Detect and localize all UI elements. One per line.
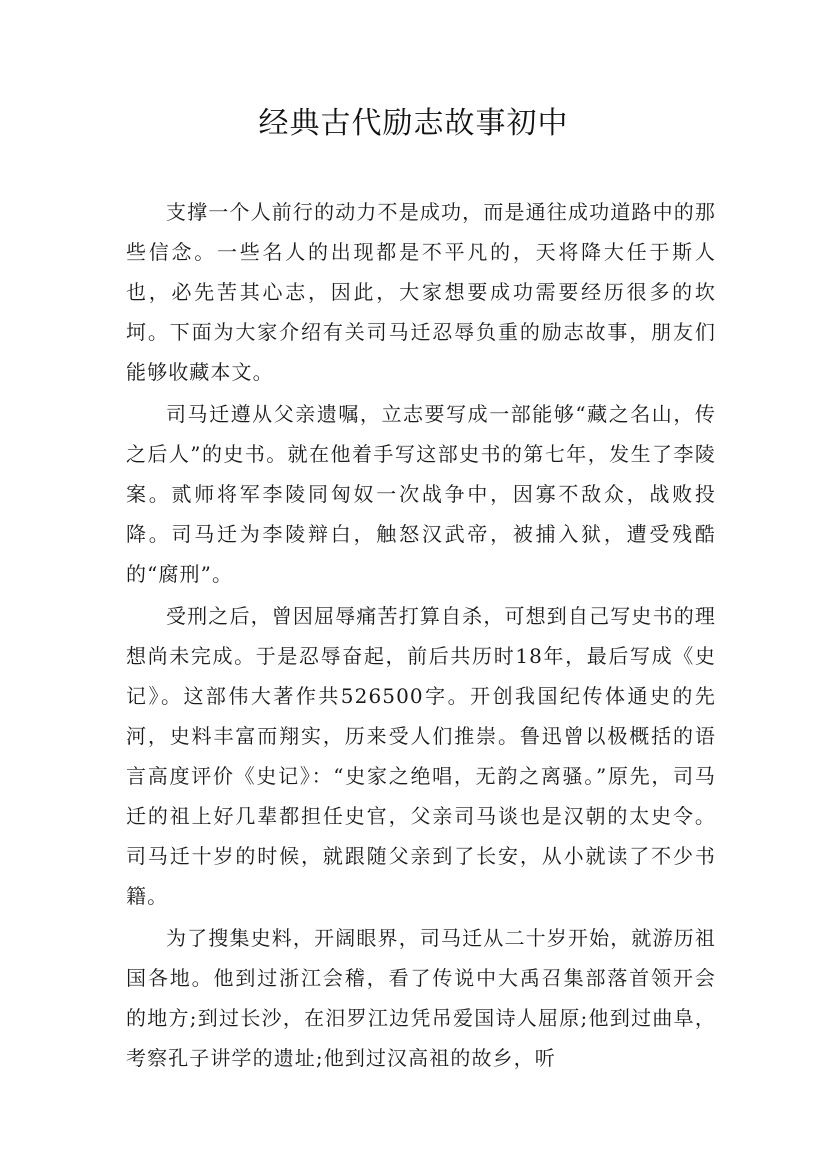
paragraph-intro: 支撑一个人前行的动力不是成功，而是通往成功道路中的那些信念。一些名人的出现都是不平凡的，天将降大任于斯人也，必先苦其心志，因此，大家想要成功需要经历很多的坎坷。下面为大家介绍有关司马迁忍辱负重的励志故事，朋友们能够收藏本文。	[126, 200, 716, 384]
paragraph-travels: 为了搜集史料，开阔眼界，司马迁从二十岁开始，就游历祖国各地。他到过浙江会稽，看了传说中大禹召集部落首领开会的地方;到过长沙，在汨罗江边凭吊爱国诗人屈原;他到过曲阜，考察孔子讲学的遗址;他到过汉高祖的故乡，听	[126, 926, 716, 1070]
paragraph-shiji: 受刑之后，曾因屈辱痛苦打算自杀，可想到自己写史书的理想尚未完成。于是忍辱奋起，前后共历时18年，最后写成《史记》。这部伟大著作共526500字。开创我国纪传体通史的先河，史料丰富而翔实，历来受人们推崇。鲁迅曾以极概括的语言高度评价《史记》：“史家之绝唱，无韵之离骚。”原先，司马迁的祖上好几辈都担任史官，父亲司马谈也是汉朝的太史令。司马迁十岁的时候，就跟随父亲到了长安，从小就读了不少书籍。	[126, 604, 716, 908]
document-body	[126, 192, 716, 1080]
paragraph-will: 司马迁遵从父亲遗嘱，立志要写成一部能够“藏之名山，传之后人”的史书。就在他着手写这部史书的第七年，发生了李陵案。贰师将军李陵同匈奴一次战争中，因寡不敌众，战败投降。司马迁为李陵辩白，触怒汉武帝，被捕入狱，遭受残酷的“腐刑”。	[126, 402, 716, 586]
document-title: 经典古代励志故事初中	[258, 106, 569, 141]
